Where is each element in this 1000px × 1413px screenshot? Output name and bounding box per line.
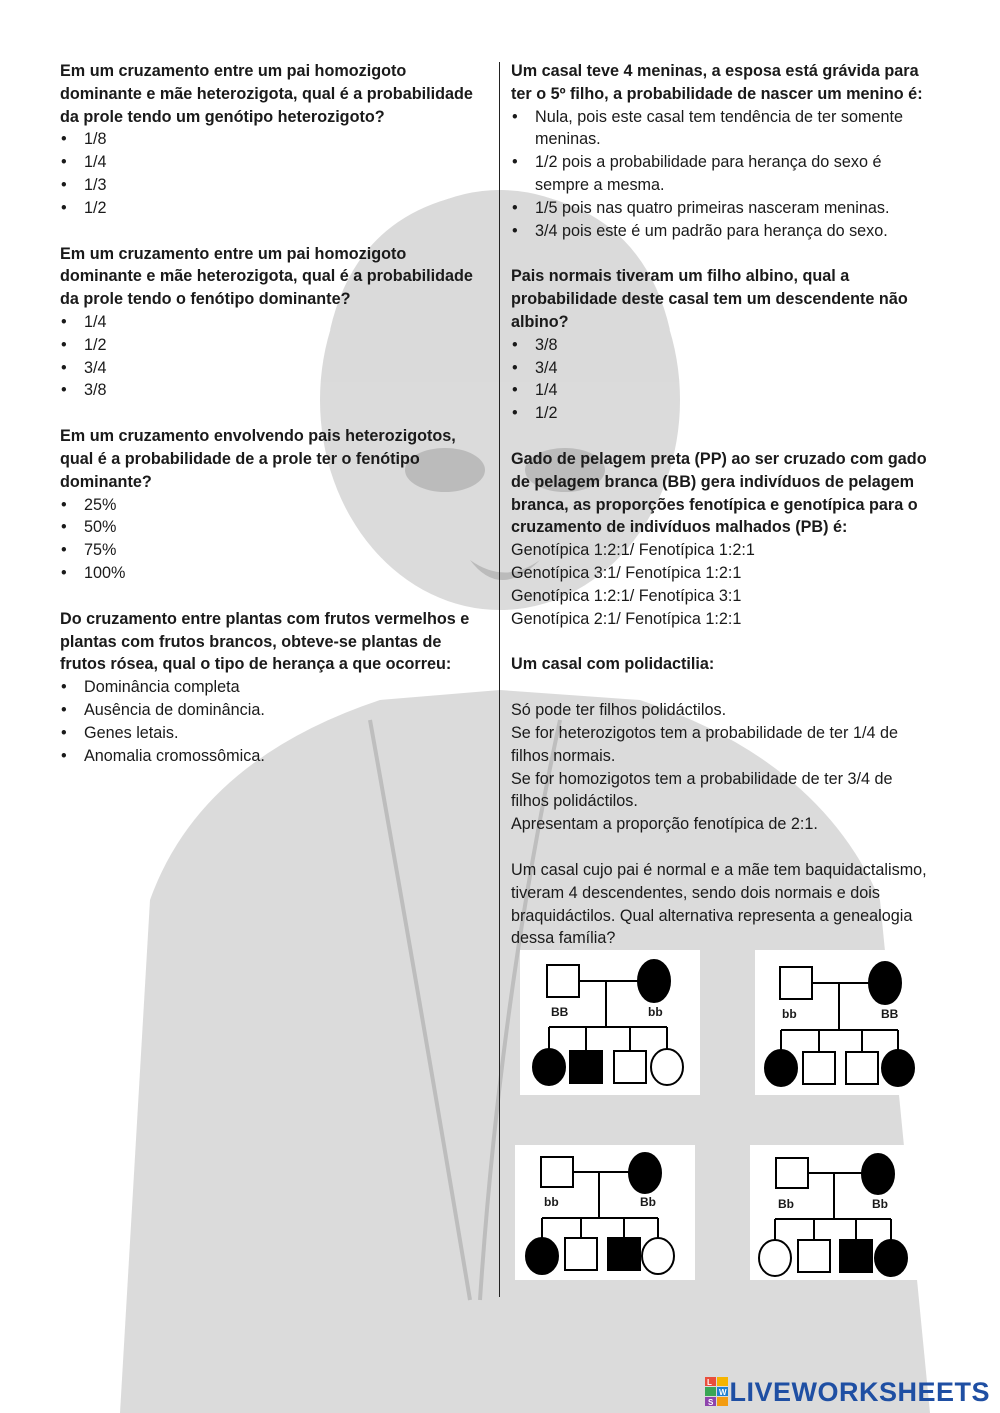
option-item[interactable]: • 3/4 <box>60 357 490 380</box>
svg-text:S: S <box>708 1398 714 1407</box>
pedigree-option-c[interactable] <box>515 1145 695 1280</box>
mother-circle <box>629 1153 661 1193</box>
option-item[interactable]: • 1/3 <box>60 174 490 197</box>
father-square <box>547 965 579 997</box>
option-item[interactable]: • Genes letais. <box>60 722 490 745</box>
question-block <box>511 265 931 425</box>
pedigree-option-d[interactable] <box>750 1145 930 1280</box>
option-item[interactable]: • 25% <box>60 494 490 517</box>
question-text: Em um cruzamento entre um pai homozigoto dominante e mãe heterozigota, qual é a probabilidade da prole tendo um genótipo heterozigoto? <box>60 62 473 126</box>
question-text: Gado de pelagem preta (PP) ao ser cruzado com gado de pelagem branca (BB) gera indivíduos de pelagem branca, as proporções fenotípica e genotípica para o cruzamento de indivíduos malhados (PB) é: <box>511 449 927 537</box>
question-block <box>511 60 931 242</box>
option-item[interactable]: • 3/4 <box>511 357 931 380</box>
mother-genotype: BB <box>881 1007 899 1021</box>
father-genotype: Bb <box>778 1197 794 1211</box>
option-item[interactable]: • 3/4 pois este é um padrão para herança do sexo. <box>511 220 931 243</box>
father-genotype: bb <box>544 1195 559 1209</box>
question-block <box>511 448 931 630</box>
question-block <box>60 608 490 768</box>
option-item[interactable]: • Nula, pois este casal tem tendência de ter somente meninas. <box>511 106 931 152</box>
question-block <box>511 653 931 836</box>
option-item[interactable]: • Ausência de dominância. <box>60 699 490 722</box>
question-text: Um casal teve 4 meninas, a esposa está grávida para ter o 5º filho, a probabilidade de nascer um menino é: <box>511 62 923 103</box>
option-item[interactable]: • 1/4 <box>60 311 490 334</box>
mother-genotype: Bb <box>872 1197 888 1211</box>
option-item[interactable]: Genotípica 3:1/ Fenotípica 1:2:1 <box>511 563 742 582</box>
brand-text: LIVEWORKSHEETS <box>729 1376 990 1407</box>
question-block <box>60 60 490 220</box>
option-item[interactable]: Apresentam a proporção fenotípica de 2:1. <box>511 815 818 834</box>
mother-genotype: Bb <box>640 1195 656 1209</box>
pedigree-option-b[interactable] <box>755 950 935 1095</box>
option-list <box>60 311 490 402</box>
option-item[interactable]: • 1/4 <box>60 151 490 174</box>
option-list <box>60 128 490 219</box>
question-block <box>60 243 490 403</box>
mother-circle <box>869 962 901 1004</box>
svg-text:L: L <box>707 1378 713 1387</box>
column-divider <box>499 62 500 1297</box>
father-genotype: BB <box>551 1005 569 1019</box>
option-item[interactable]: • 1/2 <box>511 402 931 425</box>
option-list <box>60 494 490 585</box>
option-item[interactable]: • 50% <box>60 516 490 539</box>
option-item[interactable]: • Anomalia cromossômica. <box>60 745 490 768</box>
question-text: Do cruzamento entre plantas com frutos vermelhos e plantas com frutos brancos, obteve-se plantas de frutos rósea, qual o tipo de herança a que ocorreu: <box>60 609 470 674</box>
svg-text:W: W <box>719 1388 728 1397</box>
question-text: Um casal cujo pai é normal e a mãe tem baquidactalismo, tiveram 4 descendentes, sendo dois normais e dois braquidáctilos. Qual alternativa representa a genealogia dessa família? <box>511 860 927 948</box>
logo-icon <box>705 1377 729 1407</box>
option-item[interactable]: • 1/2 <box>60 334 490 357</box>
question-block <box>60 425 490 585</box>
father-square <box>541 1157 573 1187</box>
option-list <box>511 106 931 243</box>
option-item[interactable]: • Dominância completa <box>60 676 490 699</box>
option-item[interactable]: Genotípica 2:1/ Fenotípica 1:2:1 <box>511 609 742 628</box>
question-text: Em um cruzamento entre um pai homozigoto dominante e mãe heterozigota, qual é a probabilidade da prole tendo o fenótipo dominante? <box>60 244 473 309</box>
option-item[interactable]: • 1/4 <box>511 379 931 402</box>
father-genotype: bb <box>782 1007 797 1021</box>
option-item[interactable]: Se for homozigotos tem a probabilidade de ter 3/4 de filhos polidáctilos. <box>511 769 893 811</box>
option-item[interactable]: Só pode ter filhos polidáctilos. <box>511 701 727 720</box>
question-text: Pais normais tiveram um filho albino, qual a probabilidade deste casal tem um descendente não albino? <box>511 267 908 331</box>
option-item[interactable]: Genotípica 1:2:1/ Fenotípica 3:1 <box>511 586 742 605</box>
question-text: Um casal com polidactilia: <box>511 655 715 674</box>
option-item[interactable]: • 75% <box>60 539 490 562</box>
option-item[interactable]: • 1/2 pois a probabilidade para herança do sexo é sempre a mesma. <box>511 151 931 197</box>
option-item[interactable]: • 3/8 <box>511 334 931 357</box>
option-item[interactable]: • 1/8 <box>60 128 490 151</box>
mother-circle <box>638 960 670 1002</box>
option-list <box>60 676 490 767</box>
option-item[interactable]: • 3/8 <box>60 379 490 402</box>
option-item[interactable]: • 100% <box>60 562 490 585</box>
father-square <box>776 1158 808 1188</box>
liveworksheets-logo[interactable] <box>705 1375 990 1409</box>
father-square <box>780 967 812 999</box>
right-column <box>511 60 931 950</box>
option-item[interactable]: • 1/5 pois nas quatro primeiras nasceram meninas. <box>511 197 931 220</box>
question-block <box>511 859 931 950</box>
option-item[interactable]: Genotípica 1:2:1/ Fenotípica 1:2:1 <box>511 541 755 560</box>
mother-circle <box>862 1154 894 1194</box>
left-column <box>60 60 490 767</box>
pedigree-option-a[interactable] <box>520 950 700 1095</box>
option-item[interactable]: Se for heterozigotos tem a probabilidade de ter 1/4 de filhos normais. <box>511 723 898 765</box>
mother-genotype: bb <box>648 1005 663 1019</box>
option-item[interactable]: • 1/2 <box>60 197 490 220</box>
option-list <box>511 334 931 425</box>
question-text: Em um cruzamento envolvendo pais heterozigotos, qual é a probabilidade de a prole ter o fenótipo dominante? <box>60 427 456 491</box>
